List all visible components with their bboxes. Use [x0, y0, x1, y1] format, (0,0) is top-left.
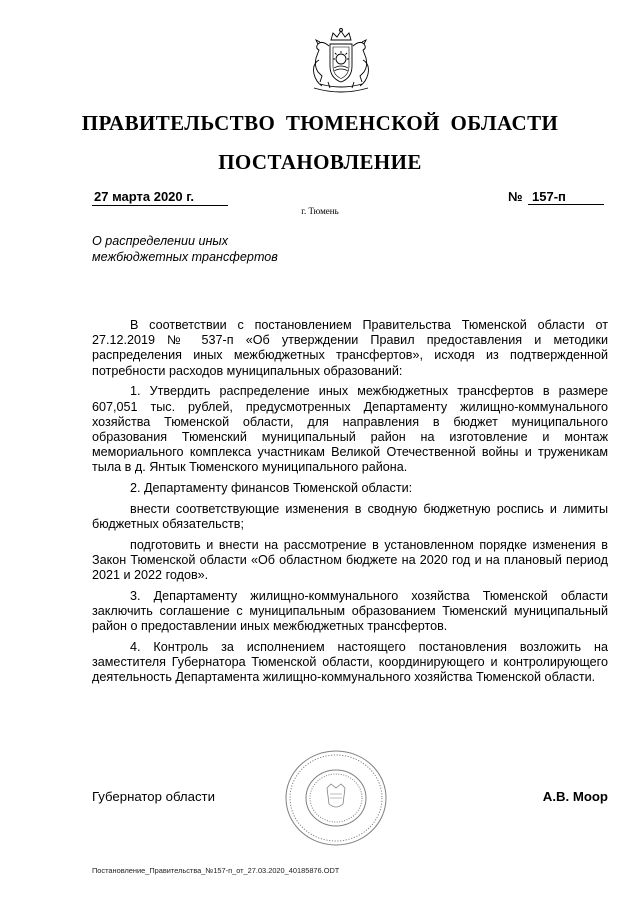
- subject-line-1: О распределении иных: [92, 234, 228, 248]
- item-2a-paragraph: внести соответствующие изменения в сводную бюджетную роспись и лимиты бюджетных обязательств;: [92, 501, 608, 531]
- item-4-paragraph: 4. Контроль за исполнением настоящего постановления возложить на заместителя Губернатора Тюменской области, координирующего и контролирующего деятельность Департамента жилищно-коммунального хозяйства Тюменской области.: [92, 639, 608, 685]
- document-date: [92, 189, 228, 206]
- signatory-position: Губернатор области: [92, 789, 215, 804]
- number-sign: №: [508, 189, 523, 204]
- document-number: [508, 189, 604, 205]
- document-number-value: 157-п: [528, 189, 604, 205]
- document-date-value: 27 марта 2020 г.: [94, 189, 194, 204]
- document-type: ПОСТАНОВЛЕНИЕ: [218, 150, 422, 174]
- item-2-paragraph: 2. Департаменту финансов Тюменской области:: [130, 481, 413, 496]
- item-2b-paragraph: подготовить и внести на рассмотрение в установленном порядке изменения в Закон Тюменской области «Об областном бюджете на 2020 год и на плановый период 2021 и 2022 годов».: [92, 537, 608, 583]
- signatory-name: А.В. Моор: [542, 789, 608, 804]
- government-title: ПРАВИТЕЛЬСТВО ТЮМЕНСКОЙ ОБЛАСТИ: [81, 111, 559, 135]
- city-label: г. Тюмень: [301, 206, 339, 216]
- item-1-paragraph: 1. Утвердить распределение иных межбюджетных трансфертов в размере 607,051 тыс. рублей, предусмотренных Департаменту жилищно-коммунального хозяйства Тюменской области, для направления в бюджет муниципального образования Тюменский муниципальный район на изготовление и монтаж мемориального комплекса участникам Великой Отечественной войны и труженикам тыла в д. Янтык Тюменского муниципального района.: [92, 384, 608, 475]
- subject-line-2: межбюджетных трансфертов: [92, 250, 278, 264]
- preamble-paragraph: В соответствии с постановлением Правительства Тюменской области от 27.12.2019 № 537-п «Об утверждении Правил предоставления и методики распределения иных межбюджетных трансфертов», исходя из подтвержденной потребности расходов муниципальных образований:: [92, 318, 608, 378]
- signature-block: [92, 789, 608, 807]
- item-3-paragraph: 3. Департаменту жилищно-коммунального хозяйства Тюменской области заключить соглашение с муниципальным образованием Тюменский муниципальный район о предоставлении иных межбюджетных трансфертов.: [92, 588, 608, 634]
- document-subject: [92, 233, 352, 265]
- coat-of-arms-icon: [300, 26, 382, 98]
- footer-filename: Постановление_Правительства_№157-п_от_27.03.2020_40185876.ODT: [92, 866, 340, 875]
- document-body: [92, 318, 608, 691]
